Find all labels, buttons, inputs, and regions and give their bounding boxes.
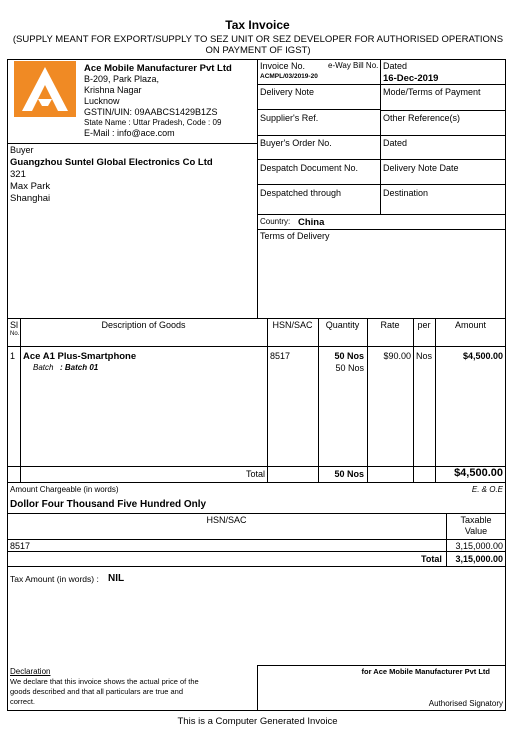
- tax-words-value: NIL: [108, 573, 125, 584]
- terms-of-delivery-label: Terms of Delivery: [260, 231, 330, 241]
- item-hsn: 8517: [270, 351, 291, 361]
- seller-email: E-Mail : info@ace.com: [84, 128, 175, 138]
- item-description: Ace A1 Plus-Smartphone: [23, 351, 137, 362]
- company-logo-icon: [14, 61, 76, 117]
- taxable-value-header-1: Taxable: [460, 515, 492, 525]
- invoice-title: Tax Invoice: [225, 18, 290, 32]
- col-header-no: No.: [10, 331, 20, 337]
- col-header-amount: Amount: [454, 320, 487, 330]
- declaration-label: Declaration: [10, 667, 51, 676]
- delivery-note-label: Delivery Note: [260, 87, 315, 97]
- seller-gstin: GSTIN/UIN: 09AABCS1429B1ZS: [84, 107, 218, 117]
- hsn-table-header: HSN/SAC: [206, 515, 247, 525]
- invoice-no-value: ACMPL/03/2019-20: [260, 73, 318, 80]
- col-header-hsn: HSN/SAC: [272, 320, 313, 330]
- country-value: China: [298, 217, 325, 228]
- item-batch-value: : Batch 01: [60, 363, 99, 372]
- col-header-sl: Sl: [10, 320, 19, 330]
- eway-bill-label: e-Way Bill No.: [328, 61, 379, 70]
- item-quantity: 50 Nos: [334, 351, 364, 361]
- buyers-order-label: Buyer's Order No.: [260, 138, 332, 148]
- items-total-amount: $4,500.00: [454, 467, 503, 479]
- buyers-order-dated-label: Dated: [383, 138, 408, 148]
- despatch-doc-label: Despatch Document No.: [260, 163, 359, 173]
- hsn-row-value: 3,15,000.00: [455, 541, 503, 551]
- seller-address-2: Krishna Nagar: [84, 85, 142, 95]
- buyer-address-2: Max Park: [10, 181, 51, 192]
- invoice-subtitle: (SUPPLY MEANT FOR EXPORT/SUPPLY TO SEZ UNIT OR SEZ DEVELOPER FOR AUTHORISED OPERATIONS ON PAYMENT OF IGST): [12, 34, 504, 56]
- col-header-description: Description of Goods: [101, 320, 186, 330]
- seller-state: State Name : Uttar Pradesh, Code : 09: [84, 118, 222, 127]
- dated-value: 16-Dec-2019: [383, 73, 439, 84]
- dated-label: Dated: [383, 61, 408, 71]
- item-sl: 1: [10, 351, 16, 361]
- mode-terms-label: Mode/Terms of Payment: [383, 87, 481, 97]
- footer-note: This is a Computer Generated Invoice: [177, 716, 338, 727]
- declaration-text-2: goods described and that all particulars are true and: [10, 687, 184, 696]
- invoice-no-label: Invoice No.: [260, 61, 306, 71]
- buyer-address-1: 321: [10, 169, 26, 180]
- item-quantity-sub: 50 Nos: [335, 363, 364, 373]
- amount-words-value: Dollor Four Thousand Five Hundred Only: [10, 499, 207, 510]
- authorised-signatory-label: Authorised Signatory: [428, 699, 503, 708]
- destination-label: Destination: [383, 188, 429, 198]
- declaration-text-3: correct.: [10, 697, 36, 706]
- seller-name: Ace Mobile Manufacturer Pvt Ltd: [84, 63, 232, 74]
- seller-address-1: B-209, Park Plaza,: [84, 74, 160, 84]
- buyer-address-3: Shanghai: [10, 193, 51, 204]
- item-amount: $4,500.00: [462, 351, 503, 361]
- item-per: Nos: [416, 351, 433, 361]
- amount-words-label: Amount Chargeable (in words): [10, 485, 119, 494]
- seller-address-3: Lucknow: [84, 96, 120, 106]
- col-header-quantity: Quantity: [325, 320, 360, 330]
- other-refs-label: Other Reference(s): [383, 113, 461, 123]
- declaration-text-1: We declare that this invoice shows the actual price of the: [10, 677, 199, 686]
- col-header-rate: Rate: [380, 320, 400, 330]
- item-rate: $90.00: [383, 351, 411, 361]
- items-total-quantity: 50 Nos: [334, 469, 364, 479]
- country-label: Country:: [260, 217, 291, 226]
- col-header-per: per: [417, 320, 431, 330]
- suppliers-ref-label: Supplier's Ref.: [260, 113, 319, 123]
- delivery-note-date-label: Delivery Note Date: [383, 163, 459, 173]
- items-total-label: Total: [245, 469, 265, 479]
- taxable-value-header-2: Value: [464, 526, 488, 536]
- hsn-total-value: 3,15,000.00: [455, 554, 503, 564]
- despatched-through-label: Despatched through: [260, 188, 342, 198]
- hsn-total-label: Total: [421, 554, 442, 564]
- buyer-name: Guangzhou Suntel Global Electronics Co Ltd: [10, 157, 213, 168]
- buyer-label: Buyer: [10, 145, 34, 155]
- for-company-label: for Ace Mobile Manufacturer Pvt Ltd: [361, 667, 490, 676]
- tax-words-label: Tax Amount (in words) :: [10, 574, 99, 584]
- item-batch-label: Batch: [33, 363, 54, 372]
- hsn-row-code: 8517: [10, 541, 31, 551]
- eoe-label: E. & O.E: [471, 485, 503, 494]
